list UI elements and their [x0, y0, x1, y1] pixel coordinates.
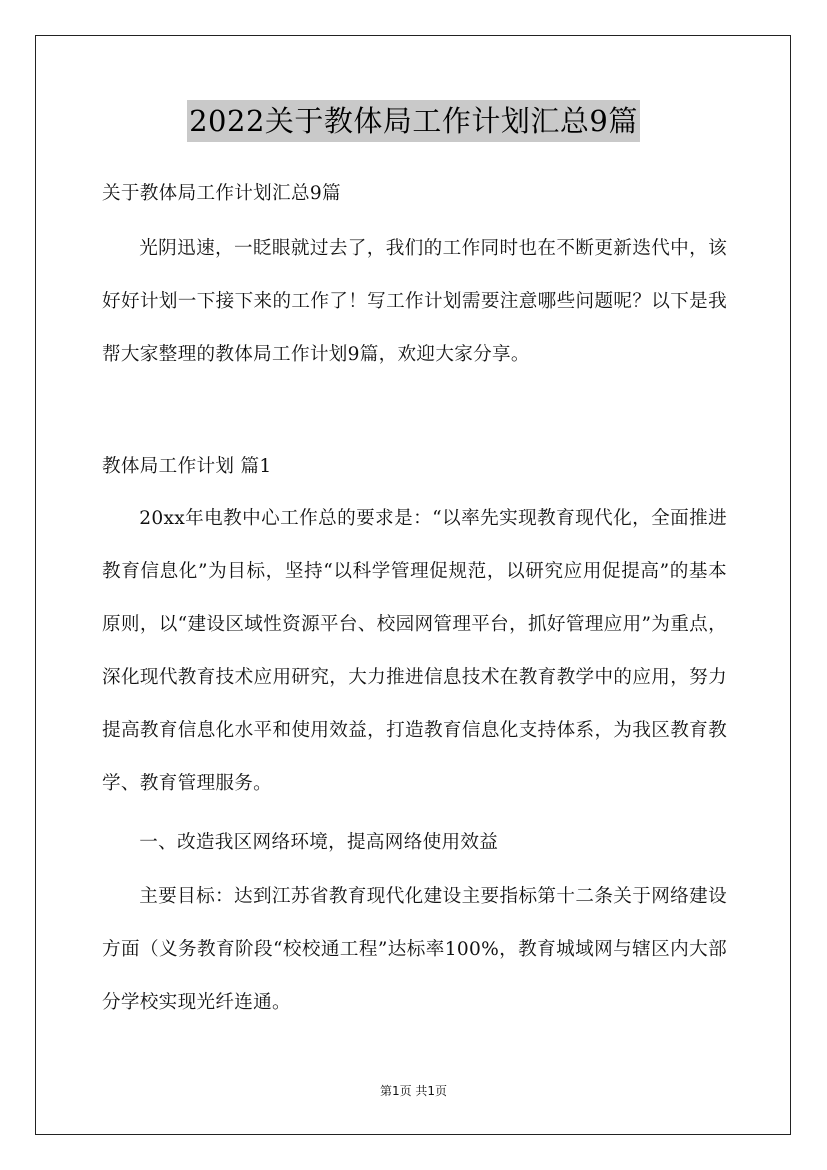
page-footer: 第1页 共1页 [379, 1084, 448, 1098]
body-paragraph-1: 20xx年电教中心工作总的要求是：“以率先实现教育现代化，全面推进教育信息化”为目标，坚持“以科学管理促规范，以研究应用促提高”的基本原则，以“建设区域性资源平台、校园网管理平台，抓好管理应用”为重点，深化现代教育技术应用研究，大力推进信息技术在教育教学中的应用，努力提高教育信息化水平和使用效益，打造教育信息化支持体系，为我区教育教学、教育管理服务。 [102, 508, 727, 794]
section-heading: 教体局工作计划 篇1 [102, 456, 272, 477]
body-paragraph-2: 一、改造我区网络环境，提高网络使用效益 [139, 832, 499, 853]
intro-paragraph: 光阴迅速，一眨眼就过去了，我们的工作同时也在不断更新迭代中，该好好计划一下接下来的工作了！写工作计划需要注意哪些问题呢？以下是我帮大家整理的教体局工作计划9篇，欢迎大家分享。 [102, 238, 727, 365]
title-container [0, 100, 827, 142]
body-paragraph-3: 主要目标：达到江苏省教育现代化建设主要指标第十二条关于网络建设方面（义务教育阶段“校校通工程”达标率100%，教育城域网与辖区内大部分学校实现光纤连通。 [102, 886, 727, 1013]
document-subtitle: 关于教体局工作计划汇总9篇 [102, 183, 341, 204]
document-title: 2022关于教体局工作计划汇总9篇 [187, 100, 640, 142]
